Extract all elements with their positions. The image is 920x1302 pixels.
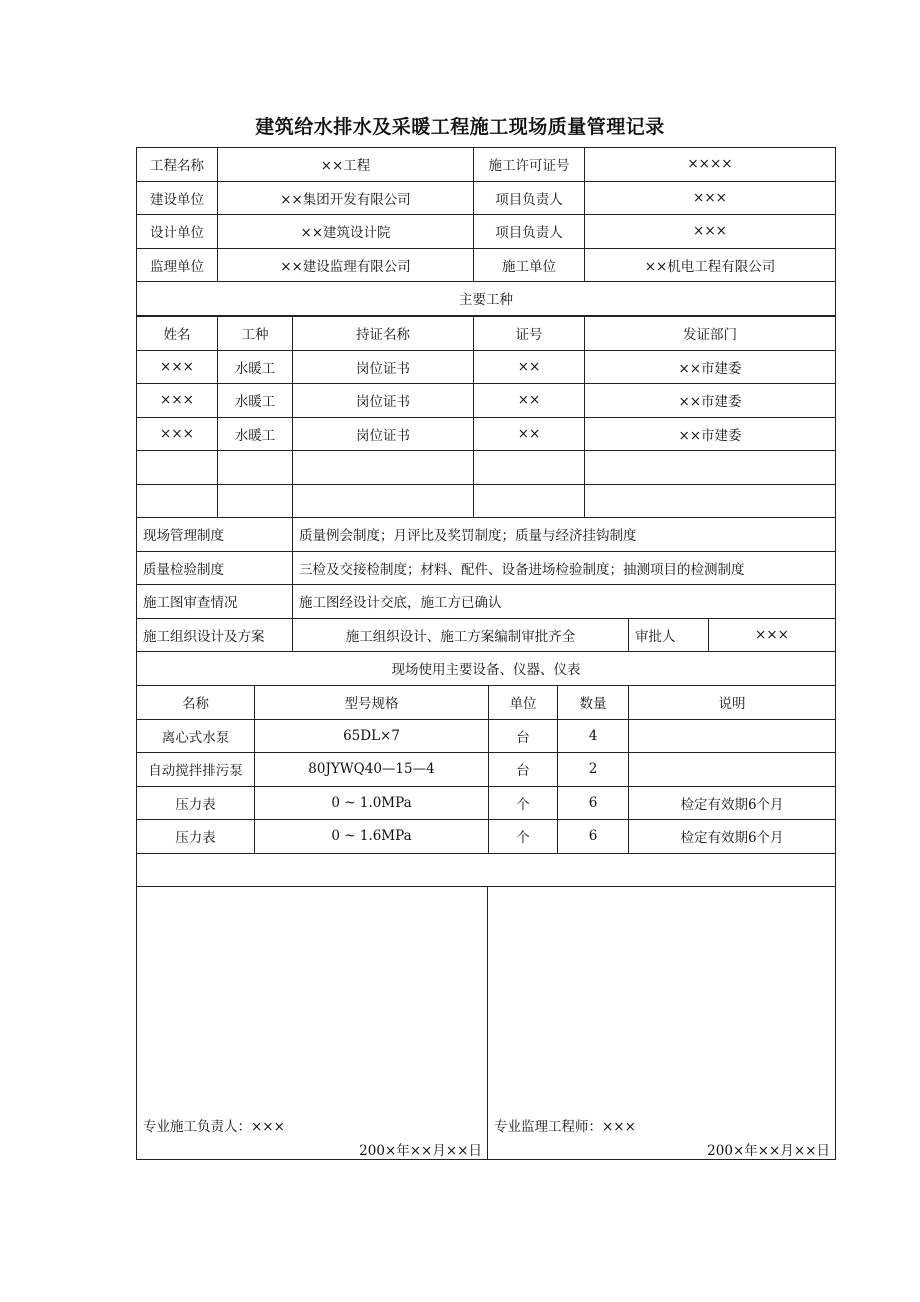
cell: 自动搅拌排污泵 [137,753,255,787]
table-row [137,786,836,820]
cell: ××× [137,384,218,418]
permit-value: ×××× [585,148,836,182]
header-trade: 工种 [218,317,293,351]
table-row [137,719,836,753]
systems-table [136,517,836,686]
table-row [137,215,836,249]
inspect-label: 质量检验制度 [137,551,293,585]
supervisor-signature-cell [488,887,836,1160]
supervisor-signature-date: 200×年××月××日 [707,1143,830,1159]
cell [629,753,836,787]
signature-table [136,886,836,1160]
designer-label: 设计单位 [137,215,218,249]
table-row-empty [137,853,836,887]
drawing-value: 施工图经设计交底，施工方已确认 [293,585,836,619]
cell: 岗位证书 [293,417,474,451]
table-row [137,350,836,384]
mgmt-value: 质量例会制度；月评比及奖罚制度；质量与经济挂钩制度 [293,518,836,552]
header-equip-name: 名称 [137,686,255,720]
table-row [137,384,836,418]
table-row [137,585,836,619]
table-row-empty [137,451,836,485]
workers-section-title: 主要工种 [137,282,836,316]
page-title: 建筑给水排水及采暖工程施工现场质量管理记录 [255,116,665,138]
supervisor-label: 监理单位 [137,248,218,282]
cell: 6 [558,786,629,820]
project-name-value: ××工程 [218,148,474,182]
table-row [137,652,836,686]
approver-label: 审批人 [629,618,709,652]
designer-value: ××建筑设计院 [218,215,474,249]
header-name: 姓名 [137,317,218,351]
table-row [137,887,836,1160]
header-issuer: 发证部门 [585,317,836,351]
cell: 0 ~ 1.6MPa [255,820,489,854]
builder-pm-label: 项目负责人 [474,181,585,215]
table-row-empty [137,484,836,518]
header-model: 型号规格 [255,686,489,720]
cell: 压力表 [137,820,255,854]
cell: 水暖工 [218,417,293,451]
cell: 4 [558,719,629,753]
table-header-row [137,686,836,720]
equipment-section-title: 现场使用主要设备、仪器、仪表 [137,652,836,686]
cell: 岗位证书 [293,384,474,418]
cell: 6 [558,820,629,854]
table-row [137,518,836,552]
contractor-signature-cell [137,887,488,1160]
approver-value: ××× [709,618,836,652]
header-cert-no: 证号 [474,317,585,351]
cell: 65DL×7 [255,719,489,753]
table-row [137,148,836,182]
cell: 岗位证书 [293,350,474,384]
cell: 个 [489,820,558,854]
header-note: 说明 [629,686,836,720]
cell: ××市建委 [585,350,836,384]
cell: 2 [558,753,629,787]
contractor-signature-date: 200×年××月××日 [359,1143,482,1159]
cell: ×× [474,350,585,384]
table-row [137,753,836,787]
project-name-label: 工程名称 [137,148,218,182]
cell: ×× [474,384,585,418]
cell: ××市建委 [585,417,836,451]
cell: 检定有效期6个月 [629,820,836,854]
header-unit: 单位 [489,686,558,720]
cell: 检定有效期6个月 [629,786,836,820]
table-row [137,551,836,585]
mgmt-label: 现场管理制度 [137,518,293,552]
cell: ××市建委 [585,384,836,418]
cell [629,719,836,753]
cell: 压力表 [137,786,255,820]
table-row [137,181,836,215]
project-info-table [136,147,836,316]
cell: 个 [489,786,558,820]
plan-value: 施工组织设计、施工方案编制审批齐全 [293,618,629,652]
workers-table [136,316,836,518]
designer-pm-value: ××× [585,215,836,249]
contractor-label: 施工单位 [474,248,585,282]
supervisor-value: ××建设监理有限公司 [218,248,474,282]
cell: 台 [489,719,558,753]
drawing-label: 施工图审查情况 [137,585,293,619]
cell: 水暖工 [218,384,293,418]
equipment-table [136,685,836,887]
cell: 离心式水泵 [137,719,255,753]
builder-pm-value: ××× [585,181,836,215]
cell: 台 [489,753,558,787]
cell: 0 ~ 1.0MPa [255,786,489,820]
designer-pm-label: 项目负责人 [474,215,585,249]
table-row [137,282,836,316]
header-cert: 持证名称 [293,317,474,351]
inspect-value: 三检及交接检制度；材料、配件、设备进场检验制度；抽测项目的检测制度 [293,551,836,585]
cell: ××× [137,417,218,451]
contractor-signature-label: 专业施工负责人：××× [143,1119,285,1135]
table-row [137,618,836,652]
supervisor-signature-label: 专业监理工程师：××× [494,1119,636,1135]
builder-label: 建设单位 [137,181,218,215]
permit-label: 施工许可证号 [474,148,585,182]
table-header-row [137,317,836,351]
cell: 水暖工 [218,350,293,384]
builder-value: ××集团开发有限公司 [218,181,474,215]
table-row [137,820,836,854]
cell: 80JYWQ40—15—4 [255,753,489,787]
table-row [137,417,836,451]
table-row [137,248,836,282]
contractor-value: ××机电工程有限公司 [585,248,836,282]
header-qty: 数量 [558,686,629,720]
cell: ××× [137,350,218,384]
plan-label: 施工组织设计及方案 [137,618,293,652]
cell: ×× [474,417,585,451]
